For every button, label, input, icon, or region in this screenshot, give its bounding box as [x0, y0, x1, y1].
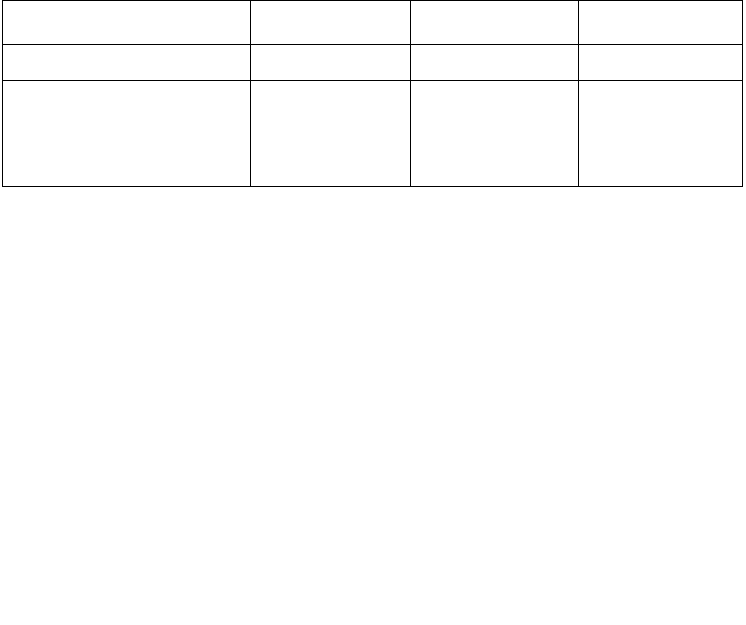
spa-adult — [411, 81, 579, 187]
mrsa-row — [3, 45, 743, 81]
header-adult — [411, 1, 579, 45]
spa-refugee — [251, 81, 411, 187]
spa-row — [3, 81, 743, 187]
table-container — [2, 0, 742, 187]
mrsa-adult — [411, 45, 579, 81]
header-row — [3, 1, 743, 45]
data-table — [2, 0, 743, 187]
mrsa-label — [3, 45, 251, 81]
mrsa-pediatric — [579, 45, 743, 81]
header-empty — [3, 1, 251, 45]
header-pediatric — [579, 1, 743, 45]
spa-label — [3, 81, 251, 187]
header-refugee — [251, 1, 411, 45]
spa-pediatric — [579, 81, 743, 187]
mrsa-refugee — [251, 45, 411, 81]
